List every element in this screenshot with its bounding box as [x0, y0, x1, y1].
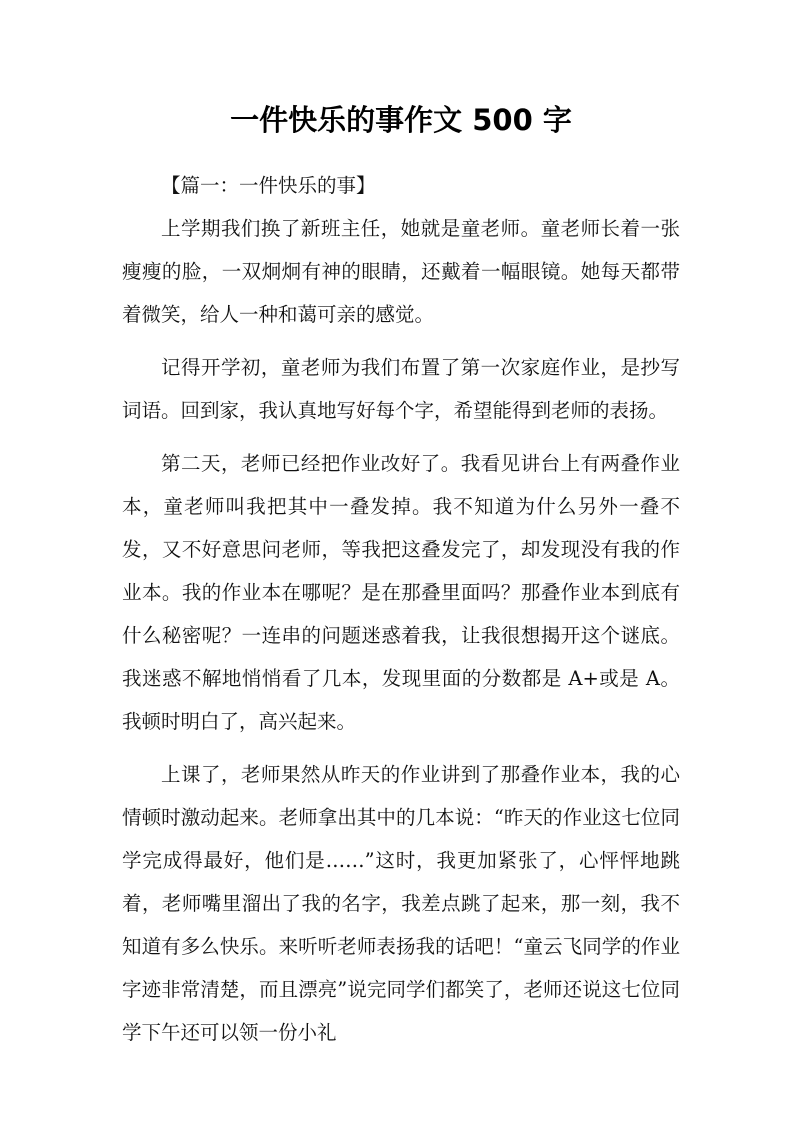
paragraph-3: 第二天，老师已经把作业改好了。我看见讲台上有两叠作业本，童老师叫我把其中一叠发掉。我不知道为什么另外一叠不发，又不好意思问老师，等我把这叠发完了，却发现没有我的作业本。我的作业本在哪呢？是在那叠里面吗？那叠作业本到底有什么秘密呢？一连串的问题迷惑着我，让我很想揭开这个谜底。我迷惑不解地悄悄看了几本，发现里面的分数都是 A+或是 A。我顿时明白了，高兴起来。 [122, 452, 680, 733]
paragraph-4: 上课了，老师果然从昨天的作业讲到了那叠作业本，我的心情顿时激动起来。老师拿出其中的几本说：“昨天的作业这七位同学完成得最好，他们是……”这时，我更加紧张了，心怦怦地跳着，老师嘴里溜出了我的名字，我差点跳了起来，那一刻，我不知道有多么快乐。来听听老师表扬我的话吧！“童云飞同学的作业字迹非常清楚，而且漂亮”说完同学们都笑了，老师还说这七位同学下午还可以领一份小礼 [122, 763, 680, 1044]
paragraph-2: 记得开学初，童老师为我们布置了第一次家庭作业，是抄写词语。回到家，我认真地写好每个字，希望能得到老师的表扬。 [122, 356, 680, 422]
document-title: 一件快乐的事作文 500 字 [230, 103, 572, 137]
section-heading: 【篇一：一件快乐的事】 [161, 174, 376, 197]
paragraph-1: 上学期我们换了新班主任，她就是童老师。童老师长着一张瘦瘦的脸，一双炯炯有神的眼睛，还戴着一幅眼镜。她每天都带着微笑，给人一种和蔼可亲的感觉。 [122, 217, 680, 326]
